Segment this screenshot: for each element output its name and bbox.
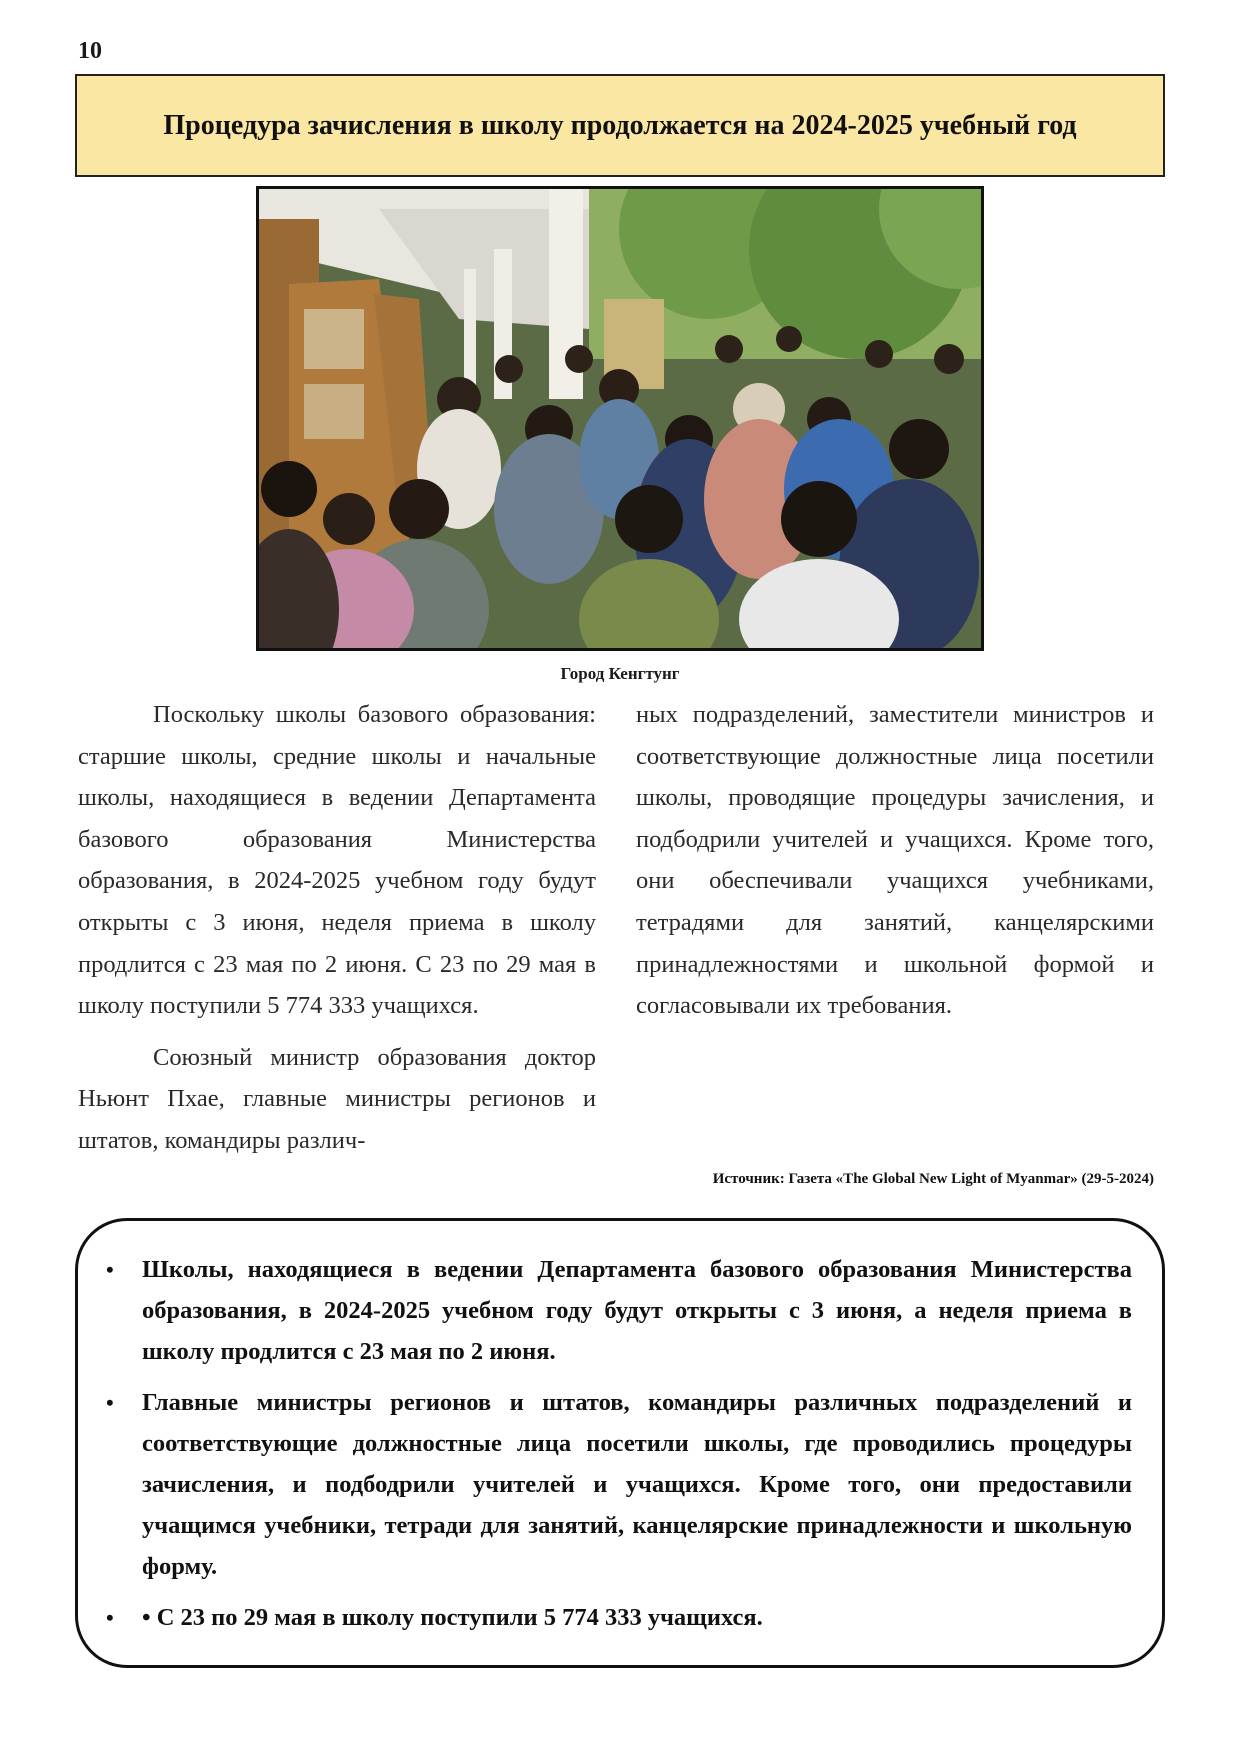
bullet-icon: • [106,1390,114,1415]
school-enrollment-photo [256,186,984,651]
summary-item [106,1597,1132,1638]
article-paragraph: Поскольку школы базового образования: старшие школы, средние школы и начальные школы, находящиеся в ведении Департамента базового образования Министерства образования, в 2024-2025 учебном году будут открыты с 3 июня, неделя приема в школу продлится с 23 мая по 2 июня. С 23 по 29 мая в школу поступили 5 774 333 учащихся. [78,701,596,1020]
summary-item [106,1249,1132,1372]
summary-box [75,1218,1165,1668]
summary-item-text: Главные министры регионов и штатов, командиры различных подразделений и соответствующие должностные лица посетили школы, где проводились процедуры зачисления, и подбодрили учителей и учащихся. Кроме того, они предоставили учащимся учебники, тетради для занятий, канцелярские принадлежности и школьную форму. [142,1389,1132,1580]
photo-caption: Город Кенгтунг [560,664,680,683]
article-left-column [78,694,596,1162]
summary-list [106,1249,1132,1638]
photo-illustration [259,189,981,648]
source-credit: Источник: Газета «The Global New Light of Myanmar» (29-5-2024) [712,1171,1154,1187]
article-right-column [636,694,1154,1027]
article-paragraph: ных подразделений, заместители министров и соответствующие должностные лица посетили школы, проводящие процедуры зачисления, и подбодрили учителей и учащихся. Кроме того, они обеспечивали учащихся учебниками, тетрадями для занятий, канцелярскими принадлежностями и школьной формой и согласовывали их требования. [636,701,1154,1020]
summary-item [106,1382,1132,1587]
page-number: 10 [78,38,102,64]
summary-item-text: Школы, находящиеся в ведении Департамента базового образования Министерства образования, в 2024-2025 учебном году будут открыты с 3 июня, а неделя приема в школу продлится с 23 мая по 2 июня. [142,1256,1132,1365]
title-banner [75,74,1165,177]
page-title: Процедура зачисления в школу продолжается на 2024-2025 учебный год [163,109,1077,141]
summary-item-text: • С 23 по 29 мая в школу поступили 5 774 333 учащихся. [142,1604,763,1631]
bullet-icon: • [106,1257,114,1282]
article-paragraph: Союзный министр образования доктор Ньюнт Пхае, главные министры регионов и штатов, командиры различ- [78,1043,596,1154]
bullet-icon: • [106,1605,114,1630]
